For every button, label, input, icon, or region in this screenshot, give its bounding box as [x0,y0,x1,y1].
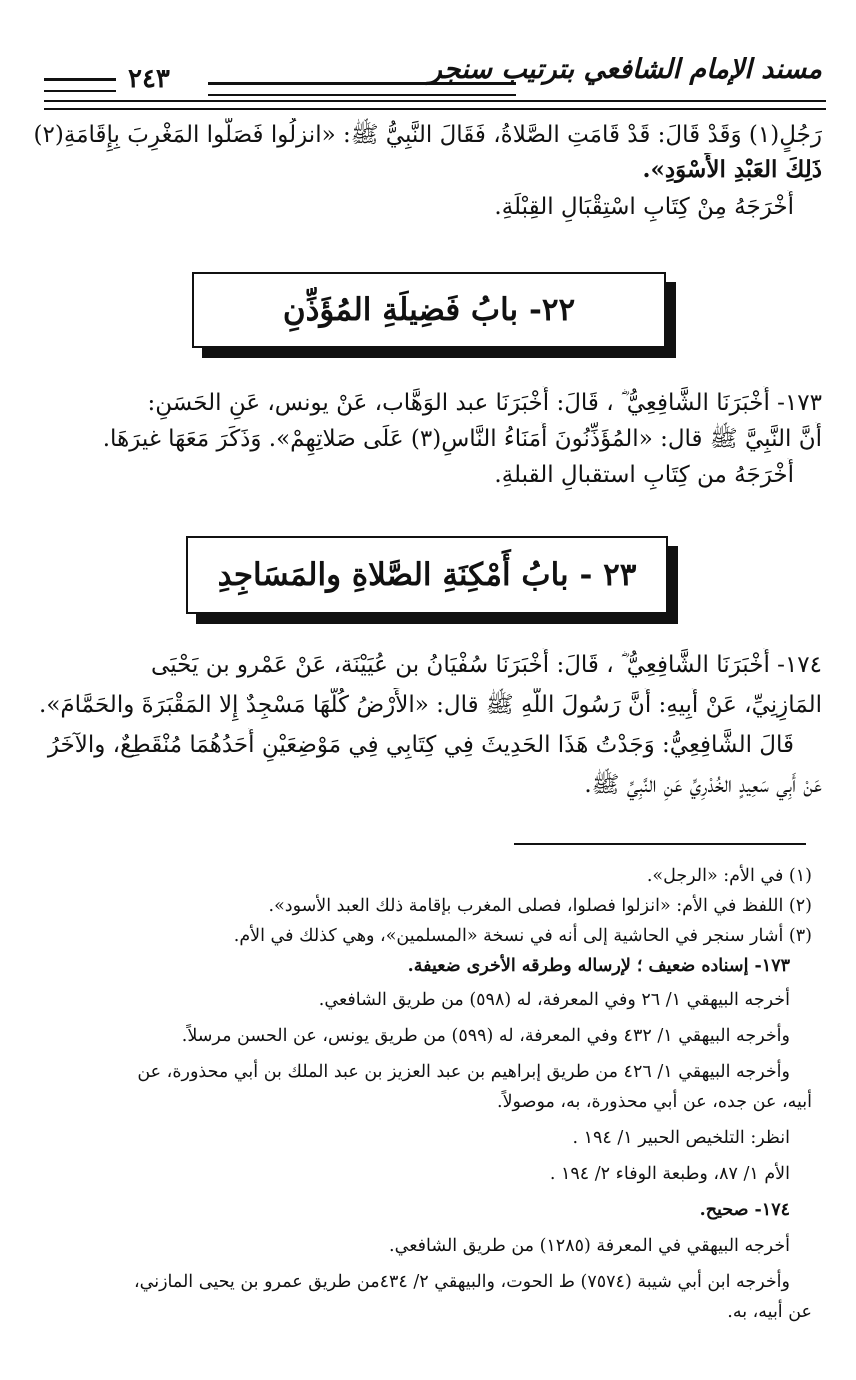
section-heading-23-text: ٢٣ - بابُ أَمْكِنَةِ الصَّلاةِ والمَسَاجِدِ [217,557,637,593]
text-line-1: رَجُلٍ(١) وَقَدْ قَالَ: قَدْ قَامَتِ الصَّلاةُ، فَقَالَ النَّبِيُّ ﷺ: «انزلُوا فَصَلُّوا المَغْرِبَ بِإِقَامَةِ(٢) [34,122,822,148]
takhrij-173-line-3: وأخرجه البيهقي ١/ ٤٢٦ من طريق إبراهيم بن عبد العزيز بن عبد الملك بن أبي محذورة، عن [137,1062,790,1082]
takhrij-173-line-6: الأم ١/ ٨٧، وطبعة الوفاء ٢/ ١٩٤ . [549,1164,790,1184]
takhrij-173-line-2: وأخرجه البيهقي ١/ ٤٣٢ وفي المعرفة، له (٥٩٩) من طريق يونس، عن الحسن مرسلاً. [181,1026,790,1046]
hadith-174-line-1: ١٧٤- أَخْبَرَنَا الشَّافِعِيُّ ؓ ، قَالَ: أَخْبَرَنَا سُفْيَانُ بن عُيَيْنَة، عَنْ عَمْرو بن يَحْيَى [151,652,822,678]
header-underline [44,100,826,110]
hadith-173-line-2: أَنَّ النَّبِيَّ ﷺ قال: «المُؤَذِّنُونَ أُمَنَاءُ النَّاسِ(٣) عَلَى صَلاتِهِمْ». وَذَكَرَ مَعَهَا غيرَهَا. [102,426,822,452]
takhrij-174-line-3: عن أبيه، به. [727,1302,812,1322]
takhrij-173-line-5: انظر: التلخيص الحبير ١/ ١٩٤ . [572,1128,790,1148]
page-number: ٢٤٣ [128,64,170,94]
takhrij-174-grade: ١٧٤- صحيح. [699,1200,790,1220]
hadith-173-line-1: ١٧٣- أَخْبَرَنَا الشَّافِعِيُّ ؓ ، قَالَ: أَخْبَرَنَا عبد الوَهَّاب، عَنْ يونس، عَنِ الحَسَنِ: [147,390,822,416]
hadith-174-line-4: عَنْ أَبِي سَعِيدٍ الخُدْرِيِّ عَنِ النَّبِيِّ ﷺ. [584,772,822,798]
section-heading-22-text: ٢٢- بابُ فَضِيلَةِ المُؤَذِّنِ [282,292,576,328]
section-heading-22 [192,272,666,348]
section-heading-23 [186,536,668,614]
footnote-3: (٣) أشار سنجر في الحاشية إلى أنه في نسخة «المسلمين»، وهي كذلك في الأم. [233,926,812,946]
running-title: مسند الإمام الشافعي بترتيب سنجر [428,54,822,85]
takhrij-173-line-1: أخرجه البيهقي ١/ ٢٦ وفي المعرفة، له (٥٩٨) من طريق الشافعي. [318,990,790,1010]
hadith-174-line-3: قَالَ الشَّافِعِيُّ: وَجَدْتُ هَذَا الحَدِيثَ فِي كِتَابِي فِي مَوْضِعَيْنِ أَحَدُهُمَا مُنْقَطِعٌ، والآخَرُ [47,732,794,758]
footnote-1: (١) في الأم: «الرجل». [646,866,812,886]
footnote-2: (٢) اللفظ في الأم: «انزلوا فصلوا، فصلى المغرب بإقامة ذلك العبد الأسود». [268,896,812,916]
text-line-3: أَخْرَجَهُ مِنْ كِتَابِ اسْتِقْبَالِ القِبْلَةِ. [494,194,794,220]
hadith-174-line-2: المَازِنِيِّ، عَنْ أَبِيهِ: أَنَّ رَسُولَ اللَّهِ ﷺ قال: «الأَرْضُ كُلُّهَا مَسْجِدٌ إِلا المَقْبَرَةَ والحَمَّامَ». [39,692,822,718]
takhrij-173-grade: ١٧٣- إسناده ضعيف ؛ لإرساله وطرقه الأخرى ضعيفة. [407,956,790,976]
takhrij-173-line-4: أبيه، عن جده، عن أبي محذورة، به، موصولاً. [497,1092,812,1112]
hadith-173-source: أَخْرَجَهُ من كِتَابِ استقبالِ القبلةِ. [494,462,794,488]
footnote-separator [514,843,806,845]
text-line-2: ذَلِكَ العَبْدِ الأَسْوَدِ». [642,156,822,183]
takhrij-174-line-2: وأخرجه ابن أبي شيبة (٧٥٧٤) ط الحوت، والبيهقي ٢/ ٤٣٤من طريق عمرو بن يحيى المازني، [133,1272,790,1292]
header-rule [208,82,516,96]
takhrij-174-line-1: أخرجه البيهقي في المعرفة (١٢٨٥) من طريق الشافعي. [389,1236,790,1256]
header-rule-left [44,78,116,92]
